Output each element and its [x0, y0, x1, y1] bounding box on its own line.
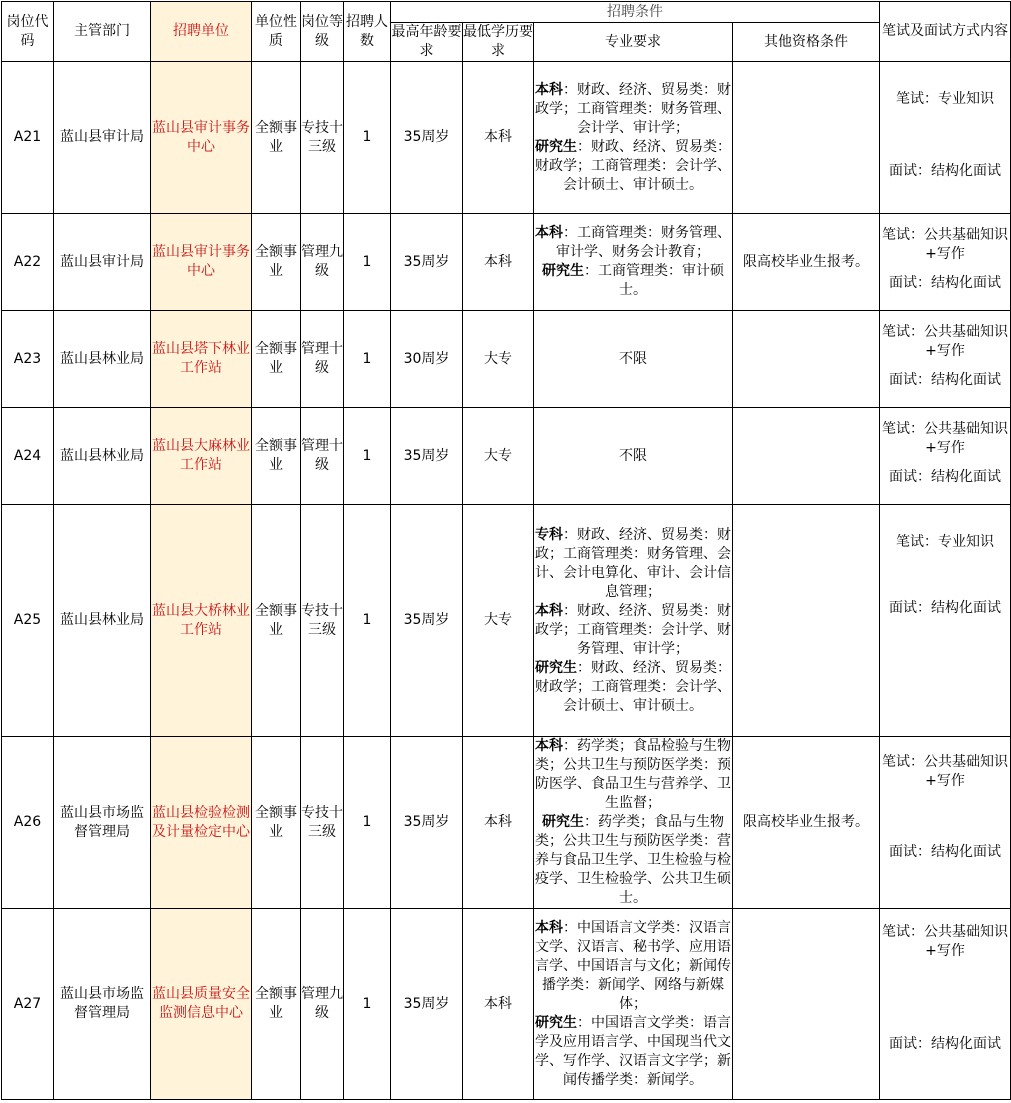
- interview: 面试：结构化面试: [889, 844, 1001, 860]
- degree-label: 本科: [535, 919, 563, 936]
- major-list: ：中国语言文学类：汉语言文学、汉语言、秘书学、应用语言学、中国语言与文化；新闻传播学类：新闻学、网络与新媒体；: [535, 919, 731, 1012]
- degree-label: 本科: [535, 738, 563, 754]
- degree-label: 专科: [535, 526, 563, 543]
- written-exam: 笔试：公共基础知识+写作: [882, 924, 1008, 959]
- table-row: [2, 737, 1011, 909]
- written-exam: 笔试：专业知识: [896, 91, 994, 107]
- min-education: 本科: [463, 214, 534, 311]
- headcount: 1: [344, 737, 391, 909]
- department: 蓝山县林业局: [54, 311, 151, 408]
- unit-nature: 全额事业: [252, 311, 301, 408]
- interview: 面试：结构化面试: [889, 372, 1001, 388]
- department: 蓝山县审计局: [54, 62, 151, 214]
- position-code: A26: [2, 737, 54, 909]
- position-level: 管理九级: [301, 909, 344, 1100]
- unit-nature: 全额事业: [252, 408, 301, 505]
- department: 蓝山县市场监督管理局: [54, 909, 151, 1100]
- table-row: [2, 408, 1011, 505]
- unit-nature: 全额事业: [252, 62, 301, 214]
- degree-label: 本科: [535, 81, 563, 98]
- interview: 面试：结构化面试: [889, 275, 1001, 291]
- max-age: 35周岁: [391, 214, 463, 311]
- major-requirement: 不限: [534, 408, 733, 505]
- unit-nature: 全额事业: [252, 737, 301, 909]
- interview: 面试：结构化面试: [889, 600, 1001, 616]
- major-list: ：工商管理类：审计硕士。: [584, 263, 724, 298]
- major-list: ：财政、经济、贸易类：财政学；工商管理类：会计学、会计硕士、审计硕士。: [535, 138, 731, 193]
- degree-label: 研究生: [535, 1014, 577, 1031]
- header-unit: 招聘单位: [151, 2, 252, 62]
- table-row: [2, 505, 1011, 737]
- degree-label: 研究生: [542, 263, 584, 279]
- exam-method: [880, 311, 1011, 408]
- headcount: 1: [344, 909, 391, 1100]
- other-qualification: [733, 62, 880, 214]
- recruiting-unit: 蓝山县质量安全监测信息中心: [151, 909, 252, 1100]
- header-count: 招聘人数: [344, 2, 391, 62]
- recruiting-unit: 蓝山县大桥林业工作站: [151, 505, 252, 737]
- headcount: 1: [344, 311, 391, 408]
- major-requirement: 不限: [534, 311, 733, 408]
- unit-nature: 全额事业: [252, 214, 301, 311]
- other-qualification: 限高校毕业生报考。: [733, 214, 880, 311]
- header-edu: 最低学历要求: [463, 23, 534, 62]
- position-level: 专技十三级: [301, 62, 344, 214]
- min-education: 大专: [463, 505, 534, 737]
- recruitment-table: [1, 1, 1011, 1100]
- degree-label: 研究生: [535, 659, 577, 676]
- max-age: 35周岁: [391, 737, 463, 909]
- degree-label: 研究生: [535, 138, 577, 155]
- degree-label: 本科: [535, 225, 563, 241]
- headcount: 1: [344, 505, 391, 737]
- position-level: 管理十级: [301, 311, 344, 408]
- major-requirement: [534, 214, 733, 311]
- header-conditions: 招聘条件: [391, 2, 880, 23]
- other-qualification: [733, 505, 880, 737]
- position-code: A21: [2, 62, 54, 214]
- recruiting-unit: 蓝山县审计事务中心: [151, 214, 252, 311]
- recruiting-unit: 蓝山县检验检测及计量检定中心: [151, 737, 252, 909]
- header-age: 最高年龄要求: [391, 23, 463, 62]
- exam-method: [880, 737, 1011, 909]
- major-list: ：财政、经济、贸易类：财政；工商管理类：财务管理、会计、会计电算化、审计、会计信息管理；: [535, 526, 731, 600]
- other-qualification: [733, 909, 880, 1100]
- major-requirement: [534, 62, 733, 214]
- position-code: A27: [2, 909, 54, 1100]
- other-qualification: [733, 408, 880, 505]
- position-level: 管理九级: [301, 214, 344, 311]
- table-row: [2, 311, 1011, 408]
- exam-method: [880, 505, 1011, 737]
- min-education: 本科: [463, 737, 534, 909]
- max-age: 35周岁: [391, 408, 463, 505]
- other-qualification: [733, 311, 880, 408]
- max-age: 30周岁: [391, 311, 463, 408]
- major-list: ：财政、经济、贸易类：财政学；工商管理类：会计学、财务管理、审计学；: [535, 602, 731, 657]
- position-code: A23: [2, 311, 54, 408]
- header-dept: 主管部门: [54, 2, 151, 62]
- written-exam: 笔试：公共基础知识+写作: [882, 421, 1008, 456]
- table-row: [2, 909, 1011, 1100]
- unit-nature: 全额事业: [252, 909, 301, 1100]
- interview: 面试：结构化面试: [889, 163, 1001, 179]
- major-list: ：药学类；食品与生物类；公共卫生与预防医学类：营养与食品卫生学、卫生检验与检疫学、卫生检验学、公共卫生硕士。: [535, 814, 731, 906]
- recruiting-unit: 蓝山县大麻林业工作站: [151, 408, 252, 505]
- department: 蓝山县审计局: [54, 214, 151, 311]
- header-exam: 笔试及面试方式内容: [880, 2, 1011, 62]
- position-level: 专技十三级: [301, 737, 344, 909]
- position-code: A25: [2, 505, 54, 737]
- department: 蓝山县市场监督管理局: [54, 737, 151, 909]
- major-list: ：财政、经济、贸易类：财政学；工商管理类：财务管理、会计学、审计学；: [535, 81, 731, 136]
- recruiting-unit: 蓝山县塔下林业工作站: [151, 311, 252, 408]
- written-exam: 笔试：专业知识: [896, 534, 994, 550]
- max-age: 35周岁: [391, 909, 463, 1100]
- max-age: 35周岁: [391, 62, 463, 214]
- degree-label: 研究生: [542, 814, 584, 830]
- written-exam: 笔试：公共基础知识+写作: [882, 754, 1008, 789]
- max-age: 35周岁: [391, 505, 463, 737]
- interview: 面试：结构化面试: [889, 469, 1001, 485]
- position-code: A22: [2, 214, 54, 311]
- written-exam: 笔试：公共基础知识+写作: [882, 324, 1008, 359]
- exam-method: [880, 909, 1011, 1100]
- header-nature: 单位性质: [252, 2, 301, 62]
- position-level: 管理十级: [301, 408, 344, 505]
- min-education: 本科: [463, 62, 534, 214]
- major-requirement: [534, 909, 733, 1100]
- major-requirement: [534, 505, 733, 737]
- min-education: 大专: [463, 408, 534, 505]
- headcount: 1: [344, 214, 391, 311]
- major-list: ：财政、经济、贸易类：财政学；工商管理类：会计学、会计硕士、审计硕士。: [535, 659, 731, 714]
- header-code: 岗位代码: [2, 2, 54, 62]
- table-row: [2, 62, 1011, 214]
- exam-method: [880, 408, 1011, 505]
- recruiting-unit: 蓝山县审计事务中心: [151, 62, 252, 214]
- position-level: 专技十三级: [301, 505, 344, 737]
- written-exam: 笔试：公共基础知识+写作: [882, 227, 1008, 262]
- unit-nature: 全额事业: [252, 505, 301, 737]
- position-code: A24: [2, 408, 54, 505]
- table-row: [2, 214, 1011, 311]
- interview: 面试：结构化面试: [889, 1036, 1001, 1052]
- header-level: 岗位等级: [301, 2, 344, 62]
- major-list: ：药学类；食品检验与生物类；公共卫生与预防医学类：预防医学、食品卫生与营养学、卫生监督；: [535, 738, 731, 811]
- min-education: 本科: [463, 909, 534, 1100]
- exam-method: [880, 62, 1011, 214]
- major-list: ：工商管理类：财务管理、审计学、财务会计教育；: [556, 225, 731, 260]
- headcount: 1: [344, 62, 391, 214]
- header-other: 其他资格条件: [733, 23, 880, 62]
- department: 蓝山县林业局: [54, 408, 151, 505]
- major-requirement: [534, 737, 733, 909]
- major-list: ：中国语言文学类：语言学及应用语言学、中国现当代文学、写作学、汉语言文字学；新闻传播学类：新闻学。: [535, 1014, 731, 1088]
- department: 蓝山县林业局: [54, 505, 151, 737]
- header-major: 专业要求: [534, 23, 733, 62]
- other-qualification: 限高校毕业生报考。: [733, 737, 880, 909]
- min-education: 大专: [463, 311, 534, 408]
- headcount: 1: [344, 408, 391, 505]
- degree-label: 本科: [535, 602, 563, 619]
- exam-method: [880, 214, 1011, 311]
